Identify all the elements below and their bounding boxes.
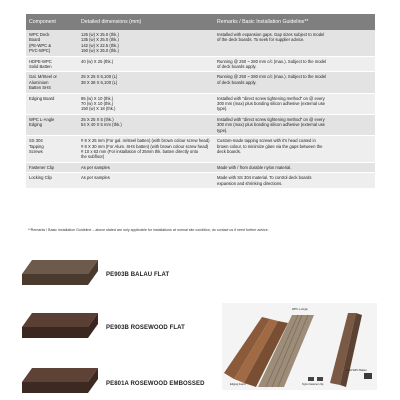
cell-line: 150 (w) X 25.0 (thk.) (81, 48, 119, 54)
cell-remarks (214, 173, 375, 189)
spec-table-header (26, 14, 375, 30)
cell-line: deck boards. (217, 148, 241, 154)
accessories-photo (222, 303, 377, 390)
cell-dimensions (78, 93, 214, 114)
cell-line: 142 (w) X 22.5 (thk.) (81, 42, 119, 48)
cell-line: Edging (29, 122, 43, 128)
cell-line: Custom-made tapping screws with it's head coated in (217, 138, 316, 144)
cell-line: 38 X 38 X 6,100 (L) (81, 79, 118, 85)
cell-line: Installed with expansion gaps. Gap sizes subject to model (217, 32, 325, 37)
cell-line: Board (29, 37, 41, 43)
cell-line: Screws (29, 148, 43, 154)
table-row (26, 136, 375, 163)
cell-line: 300 mm (max) plus bonding silicon adhesive (external use (217, 122, 325, 128)
accessories-illustration (222, 303, 377, 390)
spec-table-body (26, 30, 375, 188)
table-row (26, 162, 375, 172)
cell-line: 150 (w) X 18 (thk.) (81, 106, 116, 112)
product-image-rosewood-embossed (20, 366, 100, 396)
cell-line: 25 X 25 X 6,100 (L) (81, 74, 118, 80)
header-remarks: Remarks / Basic Installation Guideline** (214, 14, 375, 30)
cell-line: type). (217, 127, 228, 133)
cell-remarks (214, 136, 375, 163)
product-image-balau-flat (20, 258, 100, 288)
cell-remarks (214, 72, 375, 93)
cell-component (26, 56, 78, 72)
cell-line: 54 X 40 X 5 mm (thk.) (81, 122, 122, 128)
cell-line: 125 (w) X 25.0 (thk.) (81, 32, 119, 37)
cell-line: the subfloor) (81, 154, 105, 160)
cell-dimensions (78, 72, 214, 93)
header-dimensions: Detailed dimensions (mm) (78, 14, 214, 30)
cell-line: Gal. M/Steel or (29, 74, 57, 80)
cell-line: As per samples (81, 175, 110, 181)
cell-dimensions (78, 114, 214, 135)
cell-line: Edging Board (29, 95, 55, 101)
label-nylon-clip: Nylon fastener clip (302, 383, 324, 386)
cell-line: 300 mm (max) plus bonding silicon adhesive (external use (217, 101, 325, 107)
cell-component (26, 114, 78, 135)
cell-line: Installed with "direct screw tightening method" on @ every (217, 116, 325, 122)
table-row (26, 173, 375, 189)
cell-remarks (214, 162, 375, 172)
cell-line: Installed with "direct screw tightening method" on @ every (217, 95, 325, 101)
deck-board-icon (20, 366, 100, 396)
cell-line: # 8 X 25 mm (For gal. m/steel batten) (with brown colour screw head) (81, 138, 210, 144)
table-row (26, 114, 375, 135)
cell-line: (PE-WPC & (29, 42, 52, 48)
cell-line: Batten SHS (29, 85, 51, 91)
cell-line: # 8 X 30 mm (For Alum. SHS batten) (with brown colour screw head) (81, 143, 209, 149)
cell-dimensions (78, 56, 214, 72)
cell-line: PVC-WPC) (29, 48, 51, 54)
product-label-rosewood-embossed: PE801A ROSEWOOD EMBOSSED (106, 381, 205, 387)
cell-line: 25 X 25 X 5 (thk.) (81, 116, 114, 122)
cell-component (26, 30, 78, 56)
cell-line: SS 304 (29, 138, 43, 144)
cell-remarks (214, 114, 375, 135)
cell-line: Running @ 250 ~ 280 mm c/c (max.). Subject to the model (217, 74, 327, 80)
cell-line: type). (217, 106, 228, 112)
cell-component (26, 72, 78, 93)
cell-line: Made with / from durable nylon material. (217, 164, 292, 170)
cell-line: Running @ 250 ~ 280 mm c/c (max.). Subject to the model (217, 58, 327, 64)
label-solid-batten: Solid WPC Batten (346, 369, 367, 372)
cell-line: WPC L-Angle (29, 116, 55, 122)
cell-line: Locking Clip (29, 175, 52, 181)
deck-board-icon (20, 311, 100, 341)
cell-remarks (214, 93, 375, 114)
cell-component (26, 173, 78, 189)
cell-dimensions (78, 162, 214, 172)
cell-line: 70 (w) X 10 (thk.) (81, 101, 114, 107)
label-edging-board: Edging board (230, 383, 246, 386)
table-row (26, 93, 375, 114)
cell-line: 95 (w) X 10 (thk.) (81, 95, 114, 101)
spec-table (26, 14, 375, 189)
cell-line: Aluminium (29, 79, 49, 85)
table-row (26, 30, 375, 56)
cell-line: Fastener Clip (29, 164, 54, 170)
cell-line: of deck boards apply. (217, 64, 257, 70)
cell-line: HDPE-WPC (29, 58, 52, 64)
label-wpc-l-angle: WPC L-Angle (292, 308, 308, 311)
cell-dimensions (78, 136, 214, 163)
installation-note: **Remarks / Basic Installation Guideline – above stated are only applicable for installations at normal site condition, do contact us if need further advice. (28, 228, 269, 232)
cell-remarks (214, 30, 375, 56)
cell-line: Tapping (29, 143, 44, 149)
table-row (26, 56, 375, 72)
cell-line: Made with SS 304 material. To control deck boards (217, 175, 312, 181)
cell-line: # 10 x 63 mm (For installation of 25mm thk. batten directly onto (81, 148, 199, 154)
deck-board-icon (20, 258, 100, 288)
product-label-rosewood-flat: PE903B ROSEWOOD FLAT (106, 325, 185, 331)
cell-line: of the deck boards. To seek for supplier advice. (217, 37, 305, 43)
cell-component (26, 93, 78, 114)
cell-remarks (214, 56, 375, 72)
header-component: Component (26, 14, 78, 30)
cell-component (26, 136, 78, 163)
product-label-balau-flat: PE903B BALAU FLAT (106, 272, 170, 278)
cell-dimensions (78, 30, 214, 56)
cell-line: 40 (w) X 25 (thk.) (81, 58, 114, 64)
cell-line: Solid Batten (29, 64, 52, 70)
cell-component (26, 162, 78, 172)
cell-line: brown colour, to minimize glare via the gaps between the (217, 143, 323, 149)
table-row (26, 72, 375, 93)
cell-line: WPC Deck (29, 32, 50, 37)
product-image-rosewood-flat (20, 311, 100, 341)
cell-line: 135 (w) X 25.0 (thk.) (81, 37, 119, 43)
cell-line: of deck boards apply. (217, 79, 257, 85)
cell-dimensions (78, 173, 214, 189)
cell-line: expansion and shrinking directions. (217, 180, 283, 186)
cell-line: As per samples (81, 164, 110, 170)
